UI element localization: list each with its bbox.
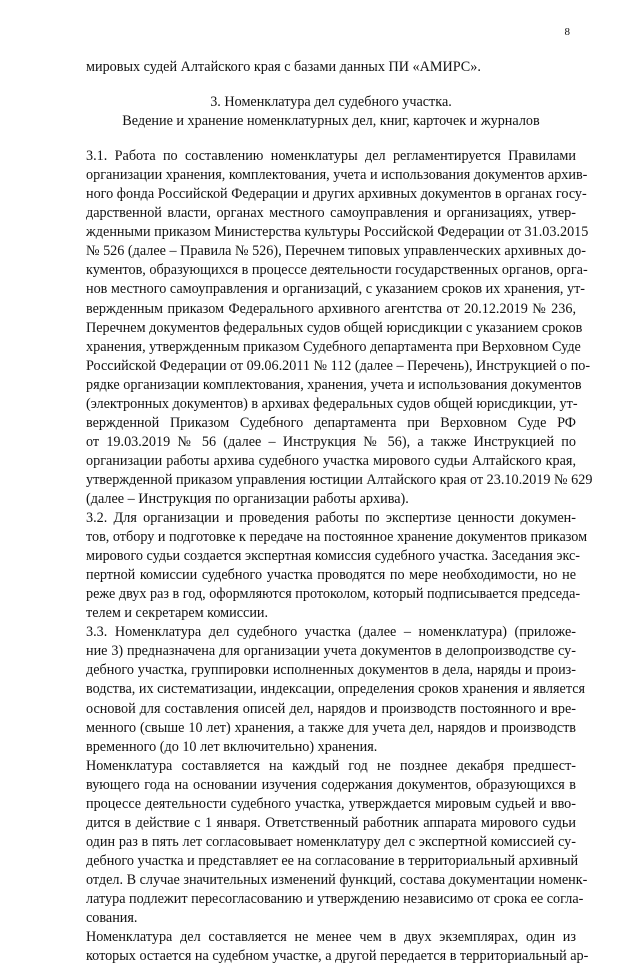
text-line: (электронных документов) в архивах федеральных судов общей юрисдикции, ут- [86,395,578,412]
text-line: (далее – Инструкция по организации работы архива). [86,490,409,507]
text-line: 3.3. Номенклатура дел судебного участка (далее – номенклатура) (приложе- [86,624,576,641]
text-line: процессе деятельности судебного участка, утверждается мировым судьей и вво- [86,795,576,812]
text-line: дебного участка, группировки исполненных документов в дела, наряды и произ- [86,662,576,679]
text-line: водства, их систематизации, индексации, определения сроков хранения и является [86,681,586,698]
text-line: дится в действие с 1 января. Ответственный работник аппарата мирового судьи [86,814,576,831]
text-line: дарственной власти, органах местного самоуправления и организациях, утвер- [86,205,576,222]
text-line: один раз в пять лет согласовывает номенклатуру дел с экспертной комиссией су- [86,833,576,850]
text-line: кументов, образующихся в процессе деятельности государственных органов, орга- [86,262,588,279]
text-line: 3.1. Работа по составлению номенклатуры дел регламентируется Правилами [86,148,576,165]
text-line: Российской Федерации от 09.06.2011 № 112 (далее – Перечень), Инструкцией о по- [86,357,591,374]
text-line: отдел. В случае значительных изменений функций, состава документации номенк- [86,871,588,888]
page-number: 8 [564,26,570,38]
text-line: латура подлежит пересогласованию и утверждению независимо от срока ее согла- [86,890,584,907]
text-line: Номенклатура дел составляется не менее чем в двух экземплярах, один из [86,929,576,946]
heading-line: 3. Номенклатура дел судебного участка. [210,94,452,111]
text-line: ного фонда Российской Федерации и других архивных документов в органах госу- [86,186,587,203]
text-line: которых остается на судебном участке, а другой передается в территориальный ар- [86,948,589,965]
text-line: менного (свыше 10 лет) хранения, а также для учета дел, нарядов и производств [86,719,576,736]
text-line: ние 3) предназначена для организации учета документов в делопроизводстве су- [86,643,576,660]
body-text [86,58,576,77]
text-line: № 526 (далее – Правила № 526), Перечнем типовых управленческих архивных до- [86,243,586,260]
text-line: хранения, утвержденным приказом Судебного департамента при Верховном Суде [86,338,581,355]
text-line: временного (до 10 лет включительно) хранения. [86,738,378,755]
text-line: Номенклатура составляется на каждый год не позднее декабря предшест- [86,757,576,774]
spacer [86,131,576,147]
text-line: мирового судьи создается экспертная комиссия судебного участка. Заседания экс- [86,548,581,565]
text-line: мировых судей Алтайского края с базами данных ПИ «АМИРС». [86,59,481,75]
heading-line: Ведение и хранение номенклатурных дел, книг, карточек и журналов [122,113,540,130]
text-line: дебного участка и представляет ее на согласование в территориальный архивный [86,852,579,869]
text-line: от 19.03.2019 № 56 (далее – Инструкция № 56), а также Инструкцией по [86,433,576,450]
text-line: телем и секретарем комиссии. [86,605,269,622]
text-line: реже двух раз в год, оформляются протоколом, который подписывается председа- [86,586,581,603]
section-heading [86,93,576,131]
body-text [86,147,593,966]
text-line: организации хранения, комплектования, учета и использования документов архив- [86,167,588,184]
document-body [86,58,593,966]
text-line: основой для составления описей дел, нарядов и производств постоянного и вре- [86,700,576,717]
text-line: Перечнем документов федеральных судов общей юрисдикции с указанием сроков [86,319,583,336]
text-line: вующего года на основании изучения содержания документов, образующихся в [86,776,576,793]
text-line: утвержденной приказом управления юстиции Алтайского края от 23.10.2019 № 629 [86,471,593,488]
text-line: вержденным приказом Федерального архивного агентства от 20.12.2019 № 236, [86,300,576,317]
text-line: сования. [86,910,138,927]
text-line: нов местного самоуправления и организаций, с указанием сроков их хранения, ут- [86,281,586,298]
text-line: пертной комиссии судебного участка проводятся по мере необходимости, но не [86,567,576,584]
spacer [86,77,576,93]
text-line: рядке организации комплектования, хранения, учета и использования документов [86,376,582,393]
text-line: 3.2. Для организации и проведения работы по экспертизе ценности докумен- [86,510,576,527]
text-line: вержденной Приказом Судебного департамента при Верховном Суде РФ [86,414,576,431]
text-line: тов, отбору и подготовке к передаче на постоянное хранение документов приказом [86,529,588,546]
text-line: организации работы архива судебного участка мирового судьи Алтайского края, [86,452,576,469]
text-line: жденными приказом Министерства культуры Российской Федерации от 31.03.2015 [86,224,589,241]
